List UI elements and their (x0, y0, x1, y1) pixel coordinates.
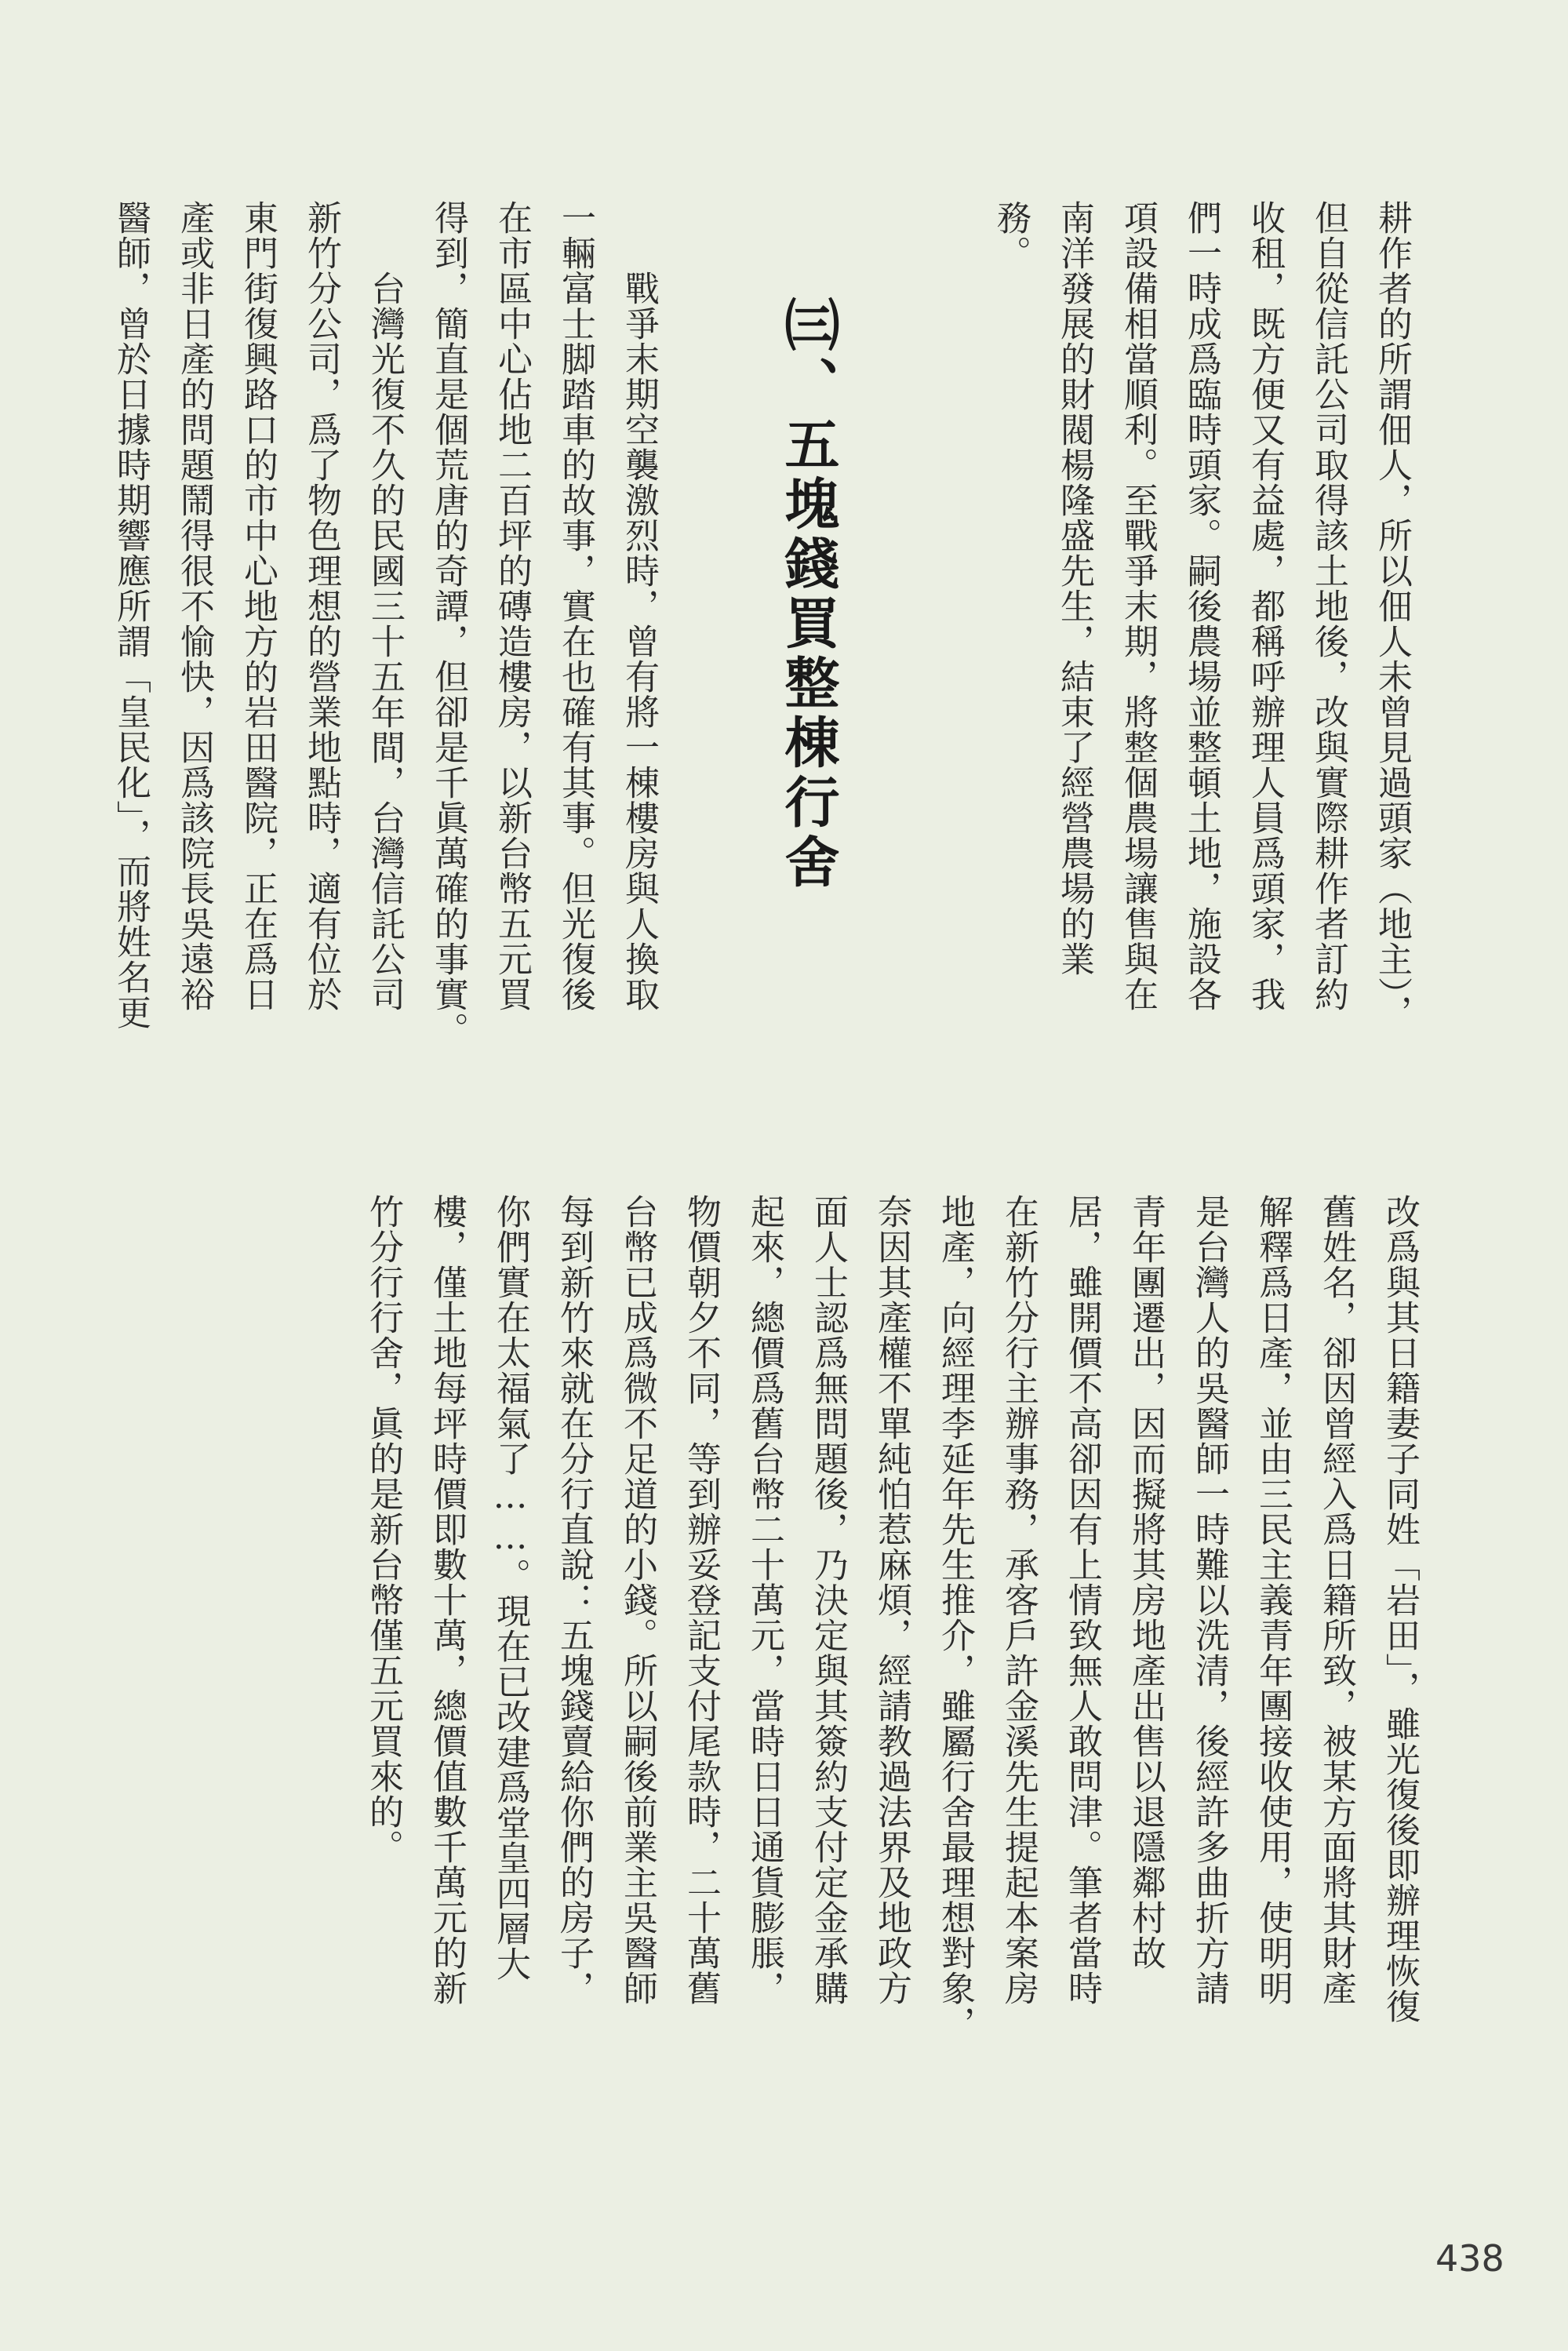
text-line: 是台灣人的吳醫師一時難以洗清，後經許多曲折方請 (1189, 1194, 1229, 2006)
text-line: 戰爭末期空襲激烈時，曾有將一棟樓房與人換取 (619, 200, 659, 1012)
text-line: 但自從信託公司取得該土地後，改與實際耕作者訂約 (1308, 200, 1348, 1012)
text-line: 竹分行行舍，眞的是新台幣僅五元買來的。 (363, 1194, 403, 1865)
upper-left-text-block (75, 200, 671, 1110)
text-line: 們一時成爲臨時頭家。嗣後農場並整頓土地，施設各 (1181, 200, 1221, 1012)
text-line: 在市區中心佔地二百坪的磚造樓房，以新台幣五元買 (492, 200, 532, 1012)
text-line: 醫師，曾於日據時期響應所謂「皇民化」，而將姓名更 (111, 200, 151, 1030)
text-line: 奈因其產權不單純怕惹麻煩，經請教過法界及地政方 (871, 1194, 911, 2006)
text-line: 新竹分公司，爲了物色理想的營業地點時，適有位於 (301, 200, 341, 1012)
text-line: 在新竹分行主辦事務，承客戶許金溪先生提起本案房 (999, 1194, 1039, 2006)
text-line: 收租，既方便又有益處，都稱呼辦理人員爲頭家，我 (1245, 200, 1285, 1012)
text-line: 耕作者的所謂佃人，所以佃人未曾見過頭家（地主）， (1372, 200, 1412, 1030)
text-line: 面人士認爲無問題後，乃決定與其簽約支付定金承購 (808, 1194, 848, 2006)
text-line: 地產，向經理李延年先生推介，雖屬行舍最理想對象， (935, 1194, 975, 2041)
text-line: 項設備相當順利。至戰爭末期，將整個農場讓售與在 (1118, 200, 1158, 1012)
text-line: 一輛富士脚踏車的故事，實在也確有其事。但光復後 (555, 200, 595, 1012)
text-line: 東門街復興路口的市中心地方的岩田醫院，正在爲日 (238, 200, 278, 1012)
text-line: 台幣已成爲微不足道的小錢。所以嗣後前業主吳醫師 (617, 1194, 657, 2006)
text-line: 產或非日產的問題鬧得很不愉快，因爲該院長吳遠裕 (174, 200, 214, 1012)
text-line: 你們實在太福氣了……。現在已改建爲堂皇四層大 (490, 1194, 530, 1982)
lower-text-block (310, 1194, 1432, 2147)
page-number: 438 (1435, 2237, 1504, 2280)
text-line: 物價朝夕不同，等到辦妥登記支付尾款時，二十萬舊 (681, 1194, 721, 2006)
text-line: 得到，簡直是個荒唐的奇譚，但卻是千眞萬確的事實。 (428, 200, 468, 1047)
text-line: 每到新竹來就在分行直說：五塊錢賣給你們的房子， (554, 1194, 594, 2006)
text-line: 青年團遷出，因而擬將其房地產出售以退隱鄰村故 (1126, 1194, 1166, 1971)
text-line: 居，雖開價不高卻因有上情致無人敢問津。筆者當時 (1062, 1194, 1102, 2006)
text-line: 起來，總價爲舊台幣二十萬元，當時日日通貨膨脹， (744, 1194, 784, 2006)
upper-right-text-block (961, 200, 1424, 1110)
text-line: 南洋發展的財閥楊隆盛先生，結束了經營農場的業 (1054, 200, 1094, 977)
text-line: 台灣光復不久的民國三十五年間，台灣信託公司 (365, 200, 405, 1012)
text-line: 改爲與其日籍妻子同姓「岩田」，雖光復後即辦理恢復 (1380, 1194, 1420, 2024)
text-line: 舊姓名，卻因曾經入爲日籍所致，被某方面將其財產 (1316, 1194, 1356, 2006)
text-line: 務。 (991, 200, 1031, 271)
text-line: 樓，僅土地每坪時價即數十萬，總價值數千萬元的新 (427, 1194, 467, 2006)
text-line: 解釋爲日產，並由三民主義青年團接收使用，使明明 (1253, 1194, 1293, 2006)
section-heading: ㈢、五塊錢買整棟行舍 (776, 297, 840, 893)
